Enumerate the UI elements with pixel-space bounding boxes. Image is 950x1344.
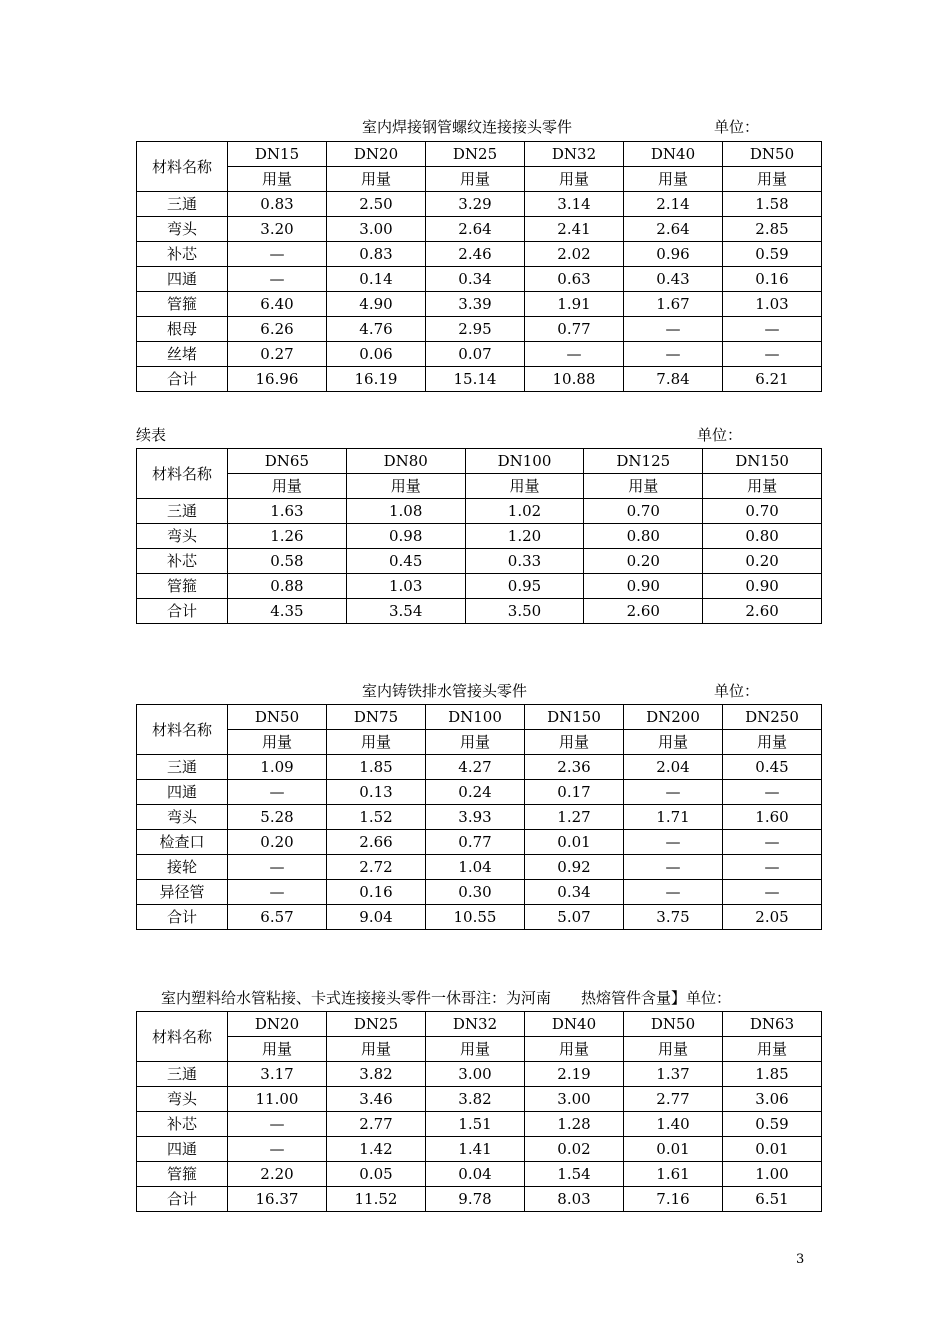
table-cell-value: 7.16 bbox=[624, 1187, 723, 1212]
row-material-name: 四通 bbox=[137, 780, 228, 805]
table-cell-value: 1.67 bbox=[624, 292, 723, 317]
table-cell-value: 4.27 bbox=[426, 755, 525, 780]
table-cell-value: — bbox=[624, 317, 723, 342]
quantity-label: 用量 bbox=[624, 730, 723, 755]
table-cell-value: 0.45 bbox=[346, 549, 465, 574]
header-row-quantity bbox=[137, 167, 822, 192]
row-material-name: 补芯 bbox=[137, 242, 228, 267]
column-header-size: DN63 bbox=[723, 1012, 822, 1037]
table-row bbox=[137, 1187, 822, 1212]
table-cell-value: — bbox=[525, 342, 624, 367]
column-header-size: DN125 bbox=[584, 449, 703, 474]
table-cell-value: 1.41 bbox=[426, 1137, 525, 1162]
quantity-label: 用量 bbox=[584, 474, 703, 499]
table-cell-value: 3.00 bbox=[525, 1087, 624, 1112]
table-cell-value: 0.20 bbox=[584, 549, 703, 574]
row-material-name: 合计 bbox=[137, 367, 228, 392]
table-row bbox=[137, 367, 822, 392]
table-cell-value: 2.02 bbox=[525, 242, 624, 267]
table-cell-value: 0.01 bbox=[525, 830, 624, 855]
table-cell-value: 0.16 bbox=[723, 267, 822, 292]
table-cell-value: 1.28 bbox=[525, 1112, 624, 1137]
column-header-size: DN150 bbox=[703, 449, 822, 474]
table-row bbox=[137, 267, 822, 292]
table-cell-value: 2.64 bbox=[624, 217, 723, 242]
column-header-material-name: 材料名称 bbox=[137, 1012, 228, 1062]
table-row bbox=[137, 217, 822, 242]
table-cell-value: 3.82 bbox=[327, 1062, 426, 1087]
table-cell-value: 0.17 bbox=[525, 780, 624, 805]
table-cell-value: 0.02 bbox=[525, 1137, 624, 1162]
table-cell-value: 6.21 bbox=[723, 367, 822, 392]
table-cell-value: 0.95 bbox=[465, 574, 584, 599]
table-cell-value: 16.37 bbox=[228, 1187, 327, 1212]
table-cell-value: 11.52 bbox=[327, 1187, 426, 1212]
table-row bbox=[137, 905, 822, 930]
column-header-size: DN25 bbox=[426, 142, 525, 167]
table-cell-value: — bbox=[624, 880, 723, 905]
table-cell-value: 6.51 bbox=[723, 1187, 822, 1212]
table-cell-value: 1.09 bbox=[228, 755, 327, 780]
table-cell-value: 1.02 bbox=[465, 499, 584, 524]
table-cell-value: 0.88 bbox=[228, 574, 347, 599]
column-header-material-name: 材料名称 bbox=[137, 449, 228, 499]
table-cell-value: 0.34 bbox=[525, 880, 624, 905]
table-cell-value: 2.77 bbox=[624, 1087, 723, 1112]
row-material-name: 管箍 bbox=[137, 1162, 228, 1187]
row-material-name: 三通 bbox=[137, 755, 228, 780]
table-row bbox=[137, 499, 822, 524]
table1-unit: 单位： bbox=[714, 118, 760, 136]
table-row bbox=[137, 599, 822, 624]
row-material-name: 三通 bbox=[137, 1062, 228, 1087]
table-cell-value: — bbox=[723, 830, 822, 855]
column-header-size: DN15 bbox=[228, 142, 327, 167]
table-cell-value: 4.35 bbox=[228, 599, 347, 624]
table-cell-value: — bbox=[723, 317, 822, 342]
table-cell-value: 3.50 bbox=[465, 599, 584, 624]
table-cell-value: — bbox=[723, 342, 822, 367]
table-cell-value: 0.30 bbox=[426, 880, 525, 905]
column-header-size: DN200 bbox=[624, 705, 723, 730]
table-cell-value: 16.96 bbox=[228, 367, 327, 392]
table-cell-value: 3.75 bbox=[624, 905, 723, 930]
table-cell-value: 2.41 bbox=[525, 217, 624, 242]
column-header-size: DN32 bbox=[426, 1012, 525, 1037]
column-header-size: DN50 bbox=[723, 142, 822, 167]
table-cell-value: 0.80 bbox=[703, 524, 822, 549]
table-row bbox=[137, 292, 822, 317]
table-row bbox=[137, 1162, 822, 1187]
table-cell-value: 1.20 bbox=[465, 524, 584, 549]
table-cell-value: 9.04 bbox=[327, 905, 426, 930]
table-cell-value: 2.50 bbox=[327, 192, 426, 217]
quantity-label: 用量 bbox=[228, 730, 327, 755]
column-header-size: DN50 bbox=[624, 1012, 723, 1037]
quantity-label: 用量 bbox=[327, 730, 426, 755]
table-cell-value: 1.63 bbox=[228, 499, 347, 524]
table-row bbox=[137, 242, 822, 267]
table-cell-value: 1.42 bbox=[327, 1137, 426, 1162]
table-cell-value: 3.29 bbox=[426, 192, 525, 217]
table-cell-value: 1.61 bbox=[624, 1162, 723, 1187]
table-cell-value: 2.95 bbox=[426, 317, 525, 342]
row-material-name: 管箍 bbox=[137, 574, 228, 599]
table-cell-value: 0.92 bbox=[525, 855, 624, 880]
table-cell-value: 2.20 bbox=[228, 1162, 327, 1187]
table-cell-value: 5.07 bbox=[525, 905, 624, 930]
table-cell-value: — bbox=[723, 880, 822, 905]
header-row bbox=[137, 1012, 822, 1037]
table-cell-value: 3.20 bbox=[228, 217, 327, 242]
table-cell-value: 6.40 bbox=[228, 292, 327, 317]
table-cell-value: 0.77 bbox=[426, 830, 525, 855]
table-cell-value: 0.90 bbox=[703, 574, 822, 599]
table-cell-value: 4.76 bbox=[327, 317, 426, 342]
table-cell-value: 0.34 bbox=[426, 267, 525, 292]
table-cell-value: — bbox=[723, 855, 822, 880]
table-cell-value: 2.46 bbox=[426, 242, 525, 267]
column-header-size: DN250 bbox=[723, 705, 822, 730]
row-material-name: 合计 bbox=[137, 599, 228, 624]
table-row bbox=[137, 192, 822, 217]
table-cell-value: 0.43 bbox=[624, 267, 723, 292]
row-material-name: 弯头 bbox=[137, 217, 228, 242]
table-cell-value: 0.06 bbox=[327, 342, 426, 367]
table-cell-value: — bbox=[723, 780, 822, 805]
table-cell-value: 10.88 bbox=[525, 367, 624, 392]
table-cell-value: 3.00 bbox=[327, 217, 426, 242]
row-material-name: 补芯 bbox=[137, 1112, 228, 1137]
table-cell-value: — bbox=[624, 855, 723, 880]
table-cell-value: 0.83 bbox=[228, 192, 327, 217]
quantity-label: 用量 bbox=[327, 167, 426, 192]
quantity-label: 用量 bbox=[624, 167, 723, 192]
table-cell-value: 0.01 bbox=[624, 1137, 723, 1162]
quantity-label: 用量 bbox=[327, 1037, 426, 1062]
table-cell-value: 0.58 bbox=[228, 549, 347, 574]
table-row bbox=[137, 855, 822, 880]
table-cell-value: 1.03 bbox=[723, 292, 822, 317]
table-cell-value: 9.78 bbox=[426, 1187, 525, 1212]
column-header-size: DN150 bbox=[525, 705, 624, 730]
table-cell-value: 1.52 bbox=[327, 805, 426, 830]
table-cell-value: 0.98 bbox=[346, 524, 465, 549]
table-cell-value: 0.27 bbox=[228, 342, 327, 367]
table-row bbox=[137, 805, 822, 830]
table-cell-value: 0.05 bbox=[327, 1162, 426, 1187]
header-row-quantity bbox=[137, 730, 822, 755]
table2 bbox=[136, 448, 822, 624]
table-cell-value: 3.00 bbox=[426, 1062, 525, 1087]
quantity-label: 用量 bbox=[703, 474, 822, 499]
table-cell-value: 16.19 bbox=[327, 367, 426, 392]
row-material-name: 异径管 bbox=[137, 880, 228, 905]
column-header-size: DN20 bbox=[327, 142, 426, 167]
table-cell-value: 0.07 bbox=[426, 342, 525, 367]
row-material-name: 四通 bbox=[137, 1137, 228, 1162]
header-row bbox=[137, 142, 822, 167]
table-cell-value: 0.80 bbox=[584, 524, 703, 549]
column-header-size: DN25 bbox=[327, 1012, 426, 1037]
table-cell-value: 1.27 bbox=[525, 805, 624, 830]
table-cell-value: 2.66 bbox=[327, 830, 426, 855]
table-cell-value: — bbox=[624, 830, 723, 855]
table1-title: 室内焊接钢管螺纹连接接头零件 bbox=[362, 118, 573, 136]
header-row bbox=[137, 449, 822, 474]
table-cell-value: 1.54 bbox=[525, 1162, 624, 1187]
column-header-size: DN100 bbox=[426, 705, 525, 730]
table3-unit: 单位： bbox=[714, 682, 760, 700]
table-cell-value: 3.54 bbox=[346, 599, 465, 624]
column-header-size: DN75 bbox=[327, 705, 426, 730]
table-row bbox=[137, 1137, 822, 1162]
table-cell-value: 2.72 bbox=[327, 855, 426, 880]
table-cell-value: 1.08 bbox=[346, 499, 465, 524]
table-cell-value: 2.04 bbox=[624, 755, 723, 780]
table-cell-value: 2.60 bbox=[703, 599, 822, 624]
table-cell-value: 0.04 bbox=[426, 1162, 525, 1187]
row-material-name: 合计 bbox=[137, 905, 228, 930]
row-material-name: 弯头 bbox=[137, 805, 228, 830]
table-cell-value: 1.51 bbox=[426, 1112, 525, 1137]
table-cell-value: — bbox=[228, 267, 327, 292]
column-header-size: DN40 bbox=[525, 1012, 624, 1037]
column-header-size: DN100 bbox=[465, 449, 584, 474]
table-cell-value: 3.17 bbox=[228, 1062, 327, 1087]
table-row bbox=[137, 830, 822, 855]
table3-title: 室内铸铁排水管接头零件 bbox=[362, 682, 528, 700]
table-cell-value: 4.90 bbox=[327, 292, 426, 317]
table-cell-value: 1.00 bbox=[723, 1162, 822, 1187]
table-cell-value: 1.37 bbox=[624, 1062, 723, 1087]
table-row bbox=[137, 1062, 822, 1087]
table-cell-value: 1.91 bbox=[525, 292, 624, 317]
table-cell-value: 2.77 bbox=[327, 1112, 426, 1137]
row-material-name: 三通 bbox=[137, 192, 228, 217]
table-cell-value: 0.20 bbox=[228, 830, 327, 855]
table3 bbox=[136, 704, 822, 930]
row-material-name: 检查口 bbox=[137, 830, 228, 855]
table-cell-value: 0.70 bbox=[703, 499, 822, 524]
table-cell-value: 0.77 bbox=[525, 317, 624, 342]
table-cell-value: 3.39 bbox=[426, 292, 525, 317]
table-row bbox=[137, 755, 822, 780]
table-cell-value: 0.63 bbox=[525, 267, 624, 292]
header-row bbox=[137, 705, 822, 730]
row-material-name: 根母 bbox=[137, 317, 228, 342]
table-row bbox=[137, 880, 822, 905]
quantity-label: 用量 bbox=[426, 1037, 525, 1062]
header-row-quantity bbox=[137, 474, 822, 499]
table-row bbox=[137, 317, 822, 342]
quantity-label: 用量 bbox=[346, 474, 465, 499]
table-cell-value: 2.85 bbox=[723, 217, 822, 242]
table-cell-value: 1.60 bbox=[723, 805, 822, 830]
table-cell-value: 0.14 bbox=[327, 267, 426, 292]
table4 bbox=[136, 1011, 822, 1212]
table-cell-value: 7.84 bbox=[624, 367, 723, 392]
quantity-label: 用量 bbox=[624, 1037, 723, 1062]
table-cell-value: 3.14 bbox=[525, 192, 624, 217]
column-header-size: DN50 bbox=[228, 705, 327, 730]
table-row bbox=[137, 574, 822, 599]
quantity-label: 用量 bbox=[525, 730, 624, 755]
quantity-label: 用量 bbox=[426, 730, 525, 755]
quantity-label: 用量 bbox=[723, 1037, 822, 1062]
table-cell-value: — bbox=[228, 880, 327, 905]
quantity-label: 用量 bbox=[465, 474, 584, 499]
table-cell-value: — bbox=[228, 1112, 327, 1137]
table-row bbox=[137, 780, 822, 805]
table-cell-value: — bbox=[228, 1137, 327, 1162]
column-header-size: DN20 bbox=[228, 1012, 327, 1037]
table-cell-value: 3.82 bbox=[426, 1087, 525, 1112]
table-cell-value: 2.36 bbox=[525, 755, 624, 780]
table-cell-value: — bbox=[228, 242, 327, 267]
table-cell-value: 6.57 bbox=[228, 905, 327, 930]
table-cell-value: 1.03 bbox=[346, 574, 465, 599]
table2-unit: 单位： bbox=[697, 426, 743, 444]
table-cell-value: 3.06 bbox=[723, 1087, 822, 1112]
table-cell-value: 5.28 bbox=[228, 805, 327, 830]
table-cell-value: 0.59 bbox=[723, 1112, 822, 1137]
table-row bbox=[137, 524, 822, 549]
row-material-name: 合计 bbox=[137, 1187, 228, 1212]
column-header-material-name: 材料名称 bbox=[137, 705, 228, 755]
table-cell-value: — bbox=[228, 855, 327, 880]
table-cell-value: 1.26 bbox=[228, 524, 347, 549]
table-cell-value: 1.71 bbox=[624, 805, 723, 830]
header-row-quantity bbox=[137, 1037, 822, 1062]
table-cell-value: 0.90 bbox=[584, 574, 703, 599]
row-material-name: 弯头 bbox=[137, 524, 228, 549]
table-cell-value: 2.19 bbox=[525, 1062, 624, 1087]
table-row bbox=[137, 342, 822, 367]
row-material-name: 管箍 bbox=[137, 292, 228, 317]
table-cell-value: 2.64 bbox=[426, 217, 525, 242]
table-cell-value: 0.59 bbox=[723, 242, 822, 267]
table1 bbox=[136, 141, 822, 392]
table-cell-value: 2.05 bbox=[723, 905, 822, 930]
row-material-name: 补芯 bbox=[137, 549, 228, 574]
quantity-label: 用量 bbox=[426, 167, 525, 192]
table-cell-value: 11.00 bbox=[228, 1087, 327, 1112]
table-cell-value: — bbox=[624, 780, 723, 805]
quantity-label: 用量 bbox=[525, 167, 624, 192]
table-cell-value: 0.20 bbox=[703, 549, 822, 574]
table-cell-value: 0.13 bbox=[327, 780, 426, 805]
table-cell-value: 2.14 bbox=[624, 192, 723, 217]
table-cell-value: 0.33 bbox=[465, 549, 584, 574]
table-cell-value: 10.55 bbox=[426, 905, 525, 930]
row-material-name: 四通 bbox=[137, 267, 228, 292]
table-row bbox=[137, 549, 822, 574]
table-cell-value: 6.26 bbox=[228, 317, 327, 342]
table-cell-value: 3.46 bbox=[327, 1087, 426, 1112]
table-cell-value: 15.14 bbox=[426, 367, 525, 392]
page-number: 3 bbox=[796, 1252, 805, 1267]
column-header-size: DN40 bbox=[624, 142, 723, 167]
column-header-size: DN65 bbox=[228, 449, 347, 474]
table-cell-value: 1.85 bbox=[723, 1062, 822, 1087]
table-row bbox=[137, 1112, 822, 1137]
table-row bbox=[137, 1087, 822, 1112]
table2-title: 续表 bbox=[136, 426, 167, 444]
column-header-size: DN80 bbox=[346, 449, 465, 474]
table-cell-value: 0.45 bbox=[723, 755, 822, 780]
table4-title: 室内塑料给水管粘接、卡式连接接头零件一休哥注：为河南 热熔管件含量】单位： bbox=[161, 989, 732, 1007]
row-material-name: 弯头 bbox=[137, 1087, 228, 1112]
row-material-name: 接轮 bbox=[137, 855, 228, 880]
table-cell-value: 0.83 bbox=[327, 242, 426, 267]
table-cell-value: 1.40 bbox=[624, 1112, 723, 1137]
table-cell-value: — bbox=[624, 342, 723, 367]
table-cell-value: 0.96 bbox=[624, 242, 723, 267]
quantity-label: 用量 bbox=[228, 1037, 327, 1062]
table-cell-value: 0.16 bbox=[327, 880, 426, 905]
column-header-size: DN32 bbox=[525, 142, 624, 167]
row-material-name: 丝堵 bbox=[137, 342, 228, 367]
table-cell-value: 8.03 bbox=[525, 1187, 624, 1212]
column-header-material-name: 材料名称 bbox=[137, 142, 228, 192]
table-cell-value: 0.70 bbox=[584, 499, 703, 524]
quantity-label: 用量 bbox=[525, 1037, 624, 1062]
table-cell-value: 2.60 bbox=[584, 599, 703, 624]
quantity-label: 用量 bbox=[723, 167, 822, 192]
table-cell-value: 0.01 bbox=[723, 1137, 822, 1162]
row-material-name: 三通 bbox=[137, 499, 228, 524]
table-cell-value: 0.24 bbox=[426, 780, 525, 805]
quantity-label: 用量 bbox=[228, 474, 347, 499]
table-cell-value: 1.85 bbox=[327, 755, 426, 780]
quantity-label: 用量 bbox=[228, 167, 327, 192]
table-cell-value: 1.58 bbox=[723, 192, 822, 217]
table-cell-value: 1.04 bbox=[426, 855, 525, 880]
table-cell-value: — bbox=[228, 780, 327, 805]
quantity-label: 用量 bbox=[723, 730, 822, 755]
table-cell-value: 3.93 bbox=[426, 805, 525, 830]
